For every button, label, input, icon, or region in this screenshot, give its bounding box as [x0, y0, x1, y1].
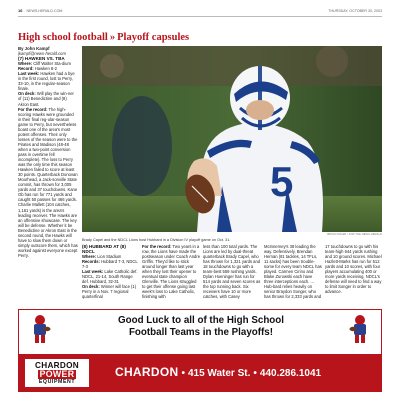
- game1-last-week: Last week: Hawken had a bye in the first round, lost to Perry, 33-10, in the regular-season finale.: [18, 71, 75, 92]
- chardon-power-logo: CHARDON POWER EQUIPMENT: [25, 359, 89, 387]
- column-2: [82, 244, 139, 304]
- game2-title: (8) HUBBARD AT (8) NDCL: [82, 244, 126, 255]
- game2-on-deck: On deck: Winner will face (1) Perry in a Nov. 7 regional quarterfinal: [82, 284, 137, 300]
- game1-title: (7) HAWKEN VS. TBA: [18, 56, 65, 62]
- game1-where: Where: Cliff Walter Sta-dium: [18, 61, 71, 67]
- headline-separator: »: [109, 32, 116, 43]
- column-4: [203, 244, 261, 304]
- ad-tagline-line-1: Good Luck to all of the High School: [118, 315, 284, 326]
- headline-topic: Playoff capsules: [117, 32, 190, 43]
- ad-tagline: [19, 315, 383, 339]
- column-5: [264, 244, 322, 304]
- paper-name: NEWS-HERALD.COM: [26, 8, 63, 13]
- ad-phone: 440.286.1041: [259, 368, 322, 379]
- game2-records: Records: Hubbard 7-3, NDCL 7-3: [82, 259, 138, 270]
- game2-last-week: Last week: Lake Catholic def. NDCL, 21-14, South Range def. Hubbard, 32-31: [82, 269, 138, 285]
- game2-text-end: 17 touchdowns to go with his team-high 644 yards rushing and 10 ground scores. Michael Hazlett-Marks has run for 512 yards and 10 scores, with four players accumulating 400 or more yards receiving. NDCL's defense will need to find a way to limit Songer in order to advance.: [325, 244, 382, 295]
- ad-address: 415 Water St.: [187, 368, 251, 379]
- photo-caption: Brady Capel and the NDCL Lions host Hubbard in a Division IV playoff game on Oct. 31.: [82, 238, 231, 242]
- issue-date: THURSDAY, OCTOBER 30, 2003: [328, 8, 382, 13]
- game1-for-record: For the record: The high-scoring Hawks were grounded in their final reg-ular-season game to Perry, but nevertheless boast one of the area's most potent offenses. Their only losses of the season were to the Pirates and Madison (48-48 when a two-point conversion pass in overtime fell incomplete). The loss to Perry was the only time this season Hawken failed to score at least 30 points. Quarterback Donovan Moorhead, a Jack-sonville State commit, has thrown for 3,005 yards and 37 touchdowns. Kane Ob has run for 771 yards and caught 50 passes for 466 yards. Charlie Mallett (104 catches, 1,161 yards) is the area's leading receiver. The Hawks are an offensive showcase. The key will be defense. Whether it be Benedictine or Akron East in the second round, the Hawks will have to slow them down or simply outscore them, which has worked against everyone except Perry.: [18, 106, 78, 258]
- headline-section: High school football: [18, 32, 108, 43]
- column-1: [18, 46, 78, 302]
- byline-author: By John Kampf: [18, 46, 50, 51]
- jersey-number: 5: [270, 158, 294, 205]
- game2-for-record: For the record: Two years in a row, the Lions have made the postseason under Coach Andre Griffin. They'd like to stick around longer than last year when they lost their opener to eventual state champion Glenville. The Lions struggled to get their offense going last week's loss to Lake Catholic, finishing with: [142, 244, 200, 300]
- game1-on-deck: On deck: Will play the win-ner of (11) Benedictine and (8) Akron East.: [18, 91, 74, 107]
- ad-city: CHARDON: [115, 365, 179, 379]
- page-folio: [18, 7, 382, 14]
- ad-contact-bar: [19, 354, 381, 391]
- column-3: [142, 244, 200, 304]
- section-headline: [18, 32, 189, 43]
- player-photo-illustration: [82, 46, 382, 232]
- chardon-power-ad: [18, 309, 382, 392]
- column-6: [325, 244, 382, 304]
- byline-email: jkampf@news-herald.com: [18, 51, 66, 57]
- folio-rule: [18, 16, 382, 17]
- game2-where: Where: Lion Stadium: [82, 254, 122, 260]
- photo-credit: BRIAN FIDLER / FOR THE NEWS-HERALD: [327, 233, 382, 236]
- game2-text-continued: less than 100 total yards. The Lions are led by dual-threat quarterback Brady Capel, who has thrown for 1,321 yards and 18 touchdowns to go with a team-best 559 rushing yards. Dylan Hoeninger has run for 514 yards and seven scores as the top running back. Six receivers have 10 or more catches, with Casey: [203, 244, 261, 300]
- game2-text-continued-2: McInnerney's 38 leading the way. Defensively, Brendan Hernan (81 tackles, 14 TFLs, 11 sacks) has been trouble-some for every team NDCL has played. Carmen Cirino and Blake Zurowski each have three interceptions each. ... Hub-bard relies heavily on senior Braydon Songer, who has thrown for 2,333 yards and: [264, 244, 322, 300]
- game1-record: Record: Hawken 8-2: [18, 66, 57, 72]
- page-number: 16: [18, 8, 23, 13]
- football-photo: [82, 46, 382, 232]
- ad-tagline-line-2: Football Teams in the Playoffs!: [128, 327, 274, 338]
- ad-contact-info: CHARDON • 415 Water St. • 440.286.1041: [115, 365, 322, 379]
